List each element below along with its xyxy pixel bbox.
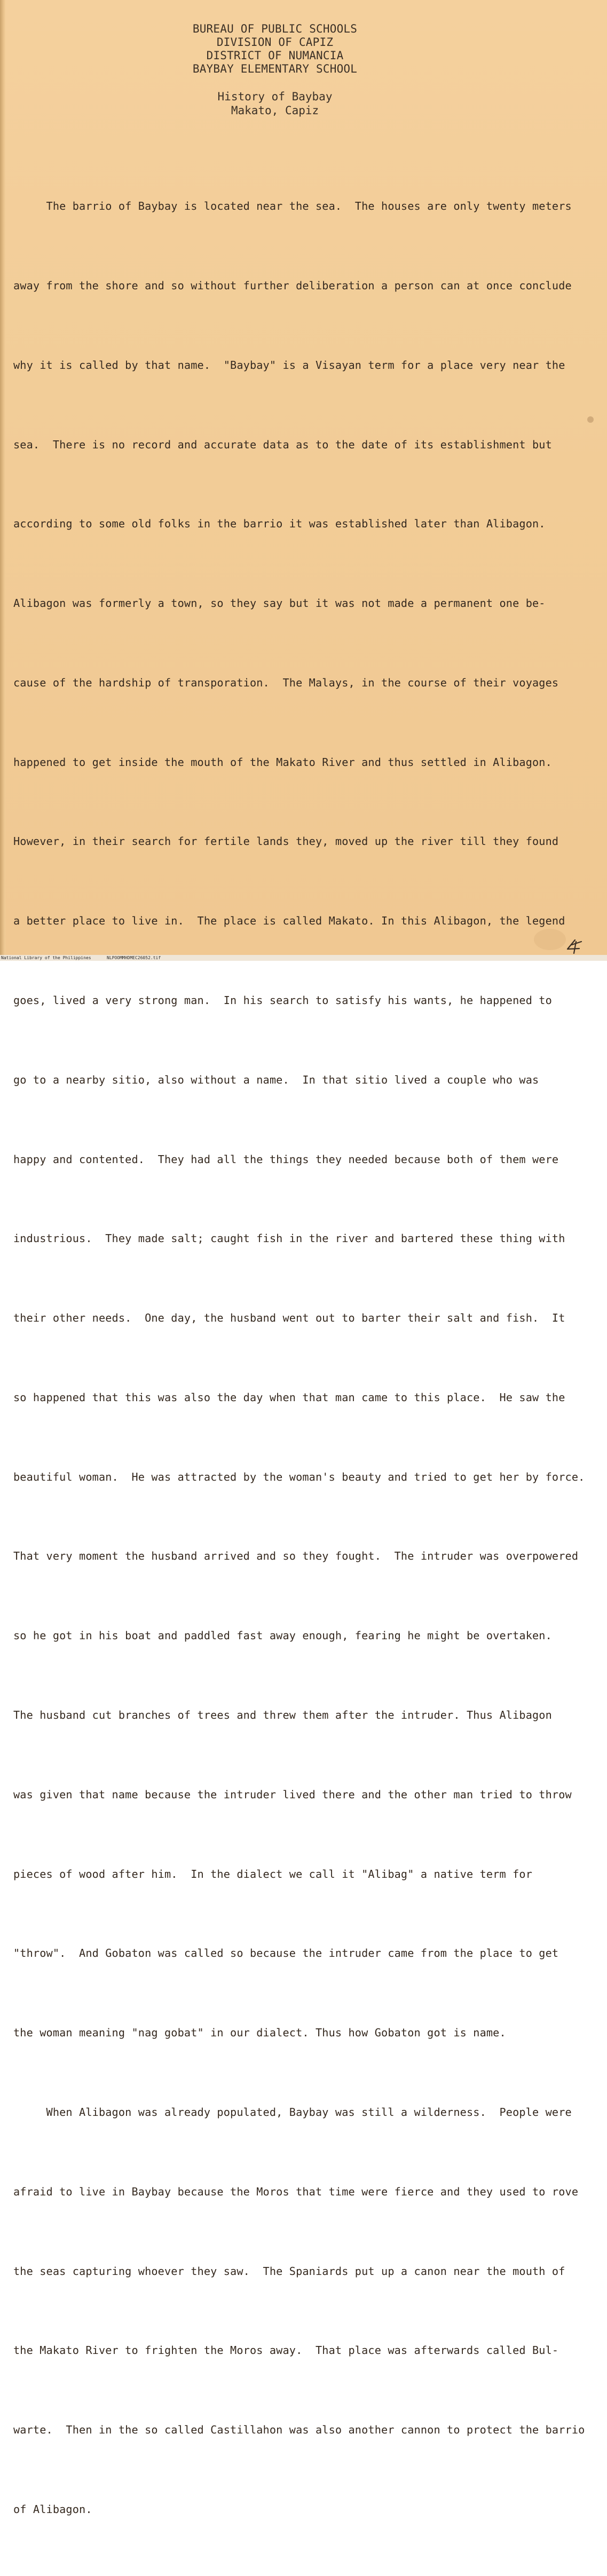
body-line: However, in their search for fertile lands they, moved up the river till they found xyxy=(13,835,559,848)
header-division: DIVISION OF CAPIZ xyxy=(216,36,334,49)
body-line: happy and contented. They had all the things they needed because both of them were xyxy=(13,1152,559,1166)
header-school: BAYBAY ELEMENTARY SCHOOL xyxy=(192,62,358,75)
document-header xyxy=(0,22,550,76)
title-location: Makato, Capiz xyxy=(231,104,319,117)
body-line: Alibagon was formerly a town, so they say but it was not made a permanent one be- xyxy=(13,597,546,610)
body-line: The husband cut branches of trees and threw them after the intruder. Thus Alibagon xyxy=(13,1709,552,1722)
body-line: the seas capturing whoever they saw. The Spaniards put up a canon near the mouth of xyxy=(13,2264,565,2278)
body-line: why it is called by that name. "Baybay" is a Visayan term for a place very near the xyxy=(13,358,565,372)
body-line: so happened that this was also the day when that man came to this place. He saw the xyxy=(13,1390,565,1404)
body-line: a better place to live in. The place is called Makato. In this Alibagon, the legend xyxy=(13,914,565,928)
handwritten-page-number xyxy=(563,938,585,954)
body-line: the woman meaning "nag gobat" in our dialect. Thus how Gobaton got is name. xyxy=(13,2026,506,2040)
body-line: goes, lived a very strong man. In his search to satisfy his wants, he happened to xyxy=(13,994,552,1007)
body-line: The barrio of Baybay is located near the sea. The houses are only twenty meters xyxy=(13,200,572,213)
body-line: beautiful woman. He was attracted by the woman's beauty and tried to get her by force. xyxy=(13,1470,585,1483)
body-line: When Alibagon was already populated, Baybay was still a wilderness. People were xyxy=(13,2105,572,2119)
body-line: their other needs. One day, the husband went out to barter their salt and fish. It xyxy=(13,1311,565,1325)
title-history: History of Baybay xyxy=(217,90,333,103)
header-bureau: BUREAU OF PUBLIC SCHOOLS xyxy=(192,22,358,35)
body-line: so he got in his boat and paddled fast away enough, fearing he might be overtaken. xyxy=(13,1629,552,1642)
body-line: go to a nearby sitio, also without a name. In that sitio lived a couple who was xyxy=(13,1073,539,1086)
body-line: the Makato River to frighten the Moros away. That place was afterwards called Bul- xyxy=(13,2344,559,2357)
body-line: happened to get inside the mouth of the Makato River and thus settled in Alibagon. xyxy=(13,755,552,769)
body-line: was given that name because the intruder lived there and the other man tried to throw xyxy=(13,1788,572,1801)
body-line: That very moment the husband arrived and so they fought. The intruder was overpowered xyxy=(13,1550,579,1563)
body-line: "throw". And Gobaton was called so because the intruder came from the place to get xyxy=(13,1947,559,1960)
footer-source: National Library of the Philippines xyxy=(1,955,91,960)
body-line: of Alibagon. xyxy=(13,2502,92,2516)
footer-file-id: NLPOOMMHDMEC26052.tif xyxy=(107,955,161,960)
page-binding-edge xyxy=(0,0,5,961)
paper-stain xyxy=(587,416,594,423)
document-title xyxy=(0,90,550,117)
body-line: according to some old folks in the barrio it was established later than Alibagon. xyxy=(13,517,546,531)
body-line: cause of the hardship of transporation. The Malays, in the course of their voyages xyxy=(13,676,559,689)
archive-footer xyxy=(0,955,607,961)
document-body xyxy=(13,140,585,2576)
body-line: away from the shore and so without further deliberation a person can at once conclude xyxy=(13,279,572,292)
body-line: pieces of wood after him. In the dialect we call it "Alibag" a native term for xyxy=(13,1867,533,1880)
body-line: sea. There is no record and accurate data as to the date of its establishment but xyxy=(13,438,552,451)
body-line: warte. Then in the so called Castillahon was also another cannon to protect the barrio xyxy=(13,2423,585,2437)
header-district: DISTRICT OF NUMANCIA xyxy=(206,49,344,62)
body-line: afraid to live in Baybay because the Moros that time were fierce and they used to rove xyxy=(13,2185,579,2198)
body-line: industrious. They made salt; caught fish in the river and bartered these thing with xyxy=(13,1232,565,1245)
